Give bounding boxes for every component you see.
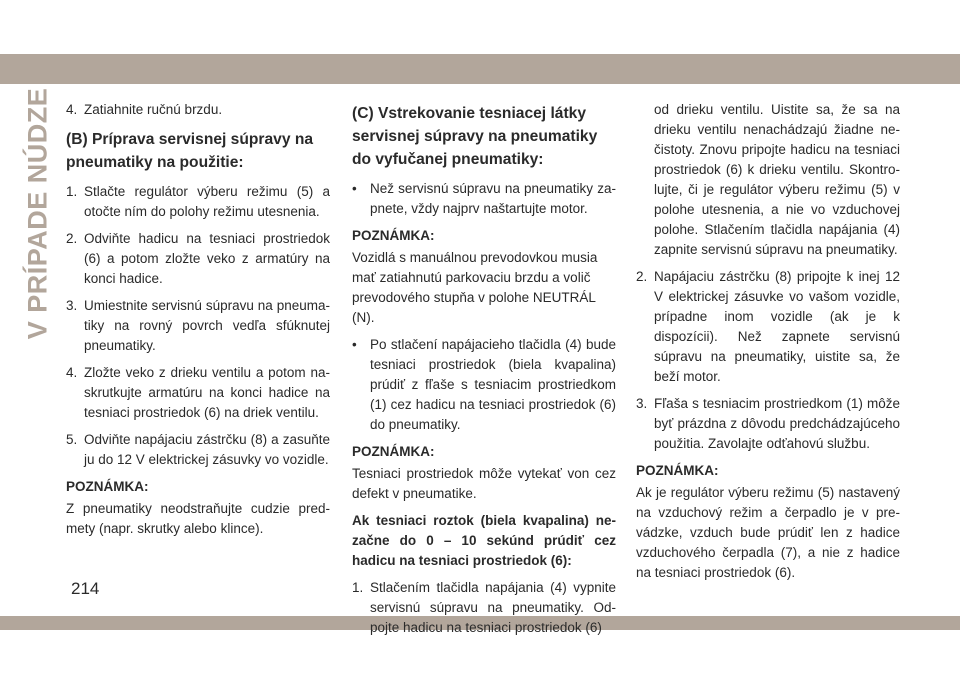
note-text: Z pneumatiky neodstraňujte cudzie predmety (napr. skrutky alebo klince). [66,501,330,536]
list-item [66,296,330,356]
note-label: POZNÁMKA: [352,444,435,459]
note-text: Ak je regulátor výberu režimu (5) nastavený na vzduchový režim a čerpadlo je v prevádzke, vzduch bude prúdiť len z hadice vzduchového čerpadla (7), a nie z hadice na tesniaci prostriedok (6). [636,485,900,580]
step-number: 2. [66,231,78,246]
list-item [66,229,330,289]
header-bar [0,54,960,84]
step-text: Fľaša s tesniacim prostriedkom (1) môže byť prázdna z dôvodu predchádzajúceho použitia. Zavolajte odťahovú službu. [654,396,900,451]
warning-paragraph: Ak tesniaci roztok (biela kvapalina) nezačne do 0 – 10 sekúnd prúdiť cez hadicu na tesniaci prostriedok (6): [352,513,616,568]
bullet-text: Než servisnú súpravu na pneumatiky zapnete, vždy najprv naštartujte motor. [370,181,616,216]
top-margin [0,0,960,54]
list-item [66,182,330,222]
step-text: od drieku ventilu. Uistite sa, že sa na drieku ventilu nenachádzajú žiadne nečistoty. Znovu pripojte hadicu na tesniaci prostriedok (6) k drieku ventilu. Skontrolujte, či je regulátor výberu režimu (5) v polohe utesnenia, a nie vo vzduchovej polohe. Stlačením tlačidla napájania (4) zapnite servisnú súpravu na pneumatiky. [654,102,900,257]
step-number: 1. [66,184,78,199]
note-label: POZNÁMKA: [352,228,435,243]
step-number: 4. [66,102,78,117]
heading-c: (C) Vstrekovanie tesniacej látky servisnej súpravy na pneumatiky do vyfučanej pneumatiky: [352,105,598,168]
bullet-mark: • [352,337,357,352]
note-label: POZNÁMKA: [66,479,149,494]
list-item [66,430,330,470]
list-item [66,363,330,423]
step-text: Stlačte regulátor výberu režimu (5) a otočte ním do polohy režimu utesnenia. [84,184,330,219]
step-number: 2. [636,269,648,284]
note-label: POZNÁMKA: [636,463,719,478]
step-text: Odviňte napájaciu zástrčku (8) a zasuňte ju do 12 V elektrickej zásuvky vo vozidle. [84,432,330,467]
list-item [636,267,900,387]
bullet-text: Po stlačení napájacieho tlačidla (4) bude tesniaci prostriedok (biela kvapalina) prúdiť z fľaše s tesniacim prostriedkom (1) cez hadicu na tesniaci prostriedok (6) do pneumatiky. [370,337,616,432]
page-number: 214 [71,579,100,598]
bullet-item [352,179,616,219]
step-text: Odviňte hadicu na tesniaci prostriedok (6) a potom zložte veko z armatúry na konci hadice. [84,231,330,286]
bullet-mark: • [352,181,357,196]
step-number: 3. [66,298,78,313]
step-number: 1. [352,580,364,595]
heading-b: (B) Príprava servisnej súpravy na pneumatiky na použitie: [66,131,314,171]
column-3 [636,100,900,590]
bullet-item [352,335,616,435]
step-number: 4. [66,365,78,380]
section-side-tab [18,87,58,339]
column-1 [66,100,330,546]
column-2 [352,100,616,645]
step-text: Stlačením tlačidla napájania (4) vypnite servisnú súpravu na pneumatiky. Odpojte hadicu na tesniaci prostriedok (6) [370,580,616,635]
continued-step [636,100,900,260]
step-number: 3. [636,396,648,411]
list-item [636,394,900,454]
step-text: Napájaciu zástrčku (8) pripojte k inej 12 V elektrickej zásuvke vo vašom vozidle, prípadne inom vozidle (ak je k dispozícii). Než zapnete servisnú súpravu na pneumatiky, uistite sa, že beží motor. [654,269,900,384]
step-number: 5. [66,432,78,447]
step-text: Zatiahnite ručnú brzdu. [84,102,223,117]
list-item [352,578,616,638]
note-text: Tesniaci prostriedok môže vytekať von cez defekt v pneumatike. [352,466,616,501]
step-text: Zložte veko z drieku ventilu a potom naskrutkujte armatúru na konci hadice na tesniaci prostriedok (6) na driek ventilu. [84,365,330,420]
step-text: Umiestnite servisnú súpravu na pneumatiky na rovný povrch vedľa sfúknutej pneumatiky. [84,298,330,353]
note-text: Vozidlá s manuálnou prevodovkou musia mať zatiahnutú parkovaciu brzdu a volič prevodového stupňa v polohe NEUTRÁL (N). [352,250,598,325]
section-side-tab-label: V PRÍPADE NÚDZE [22,87,53,339]
step-4 [66,100,330,120]
